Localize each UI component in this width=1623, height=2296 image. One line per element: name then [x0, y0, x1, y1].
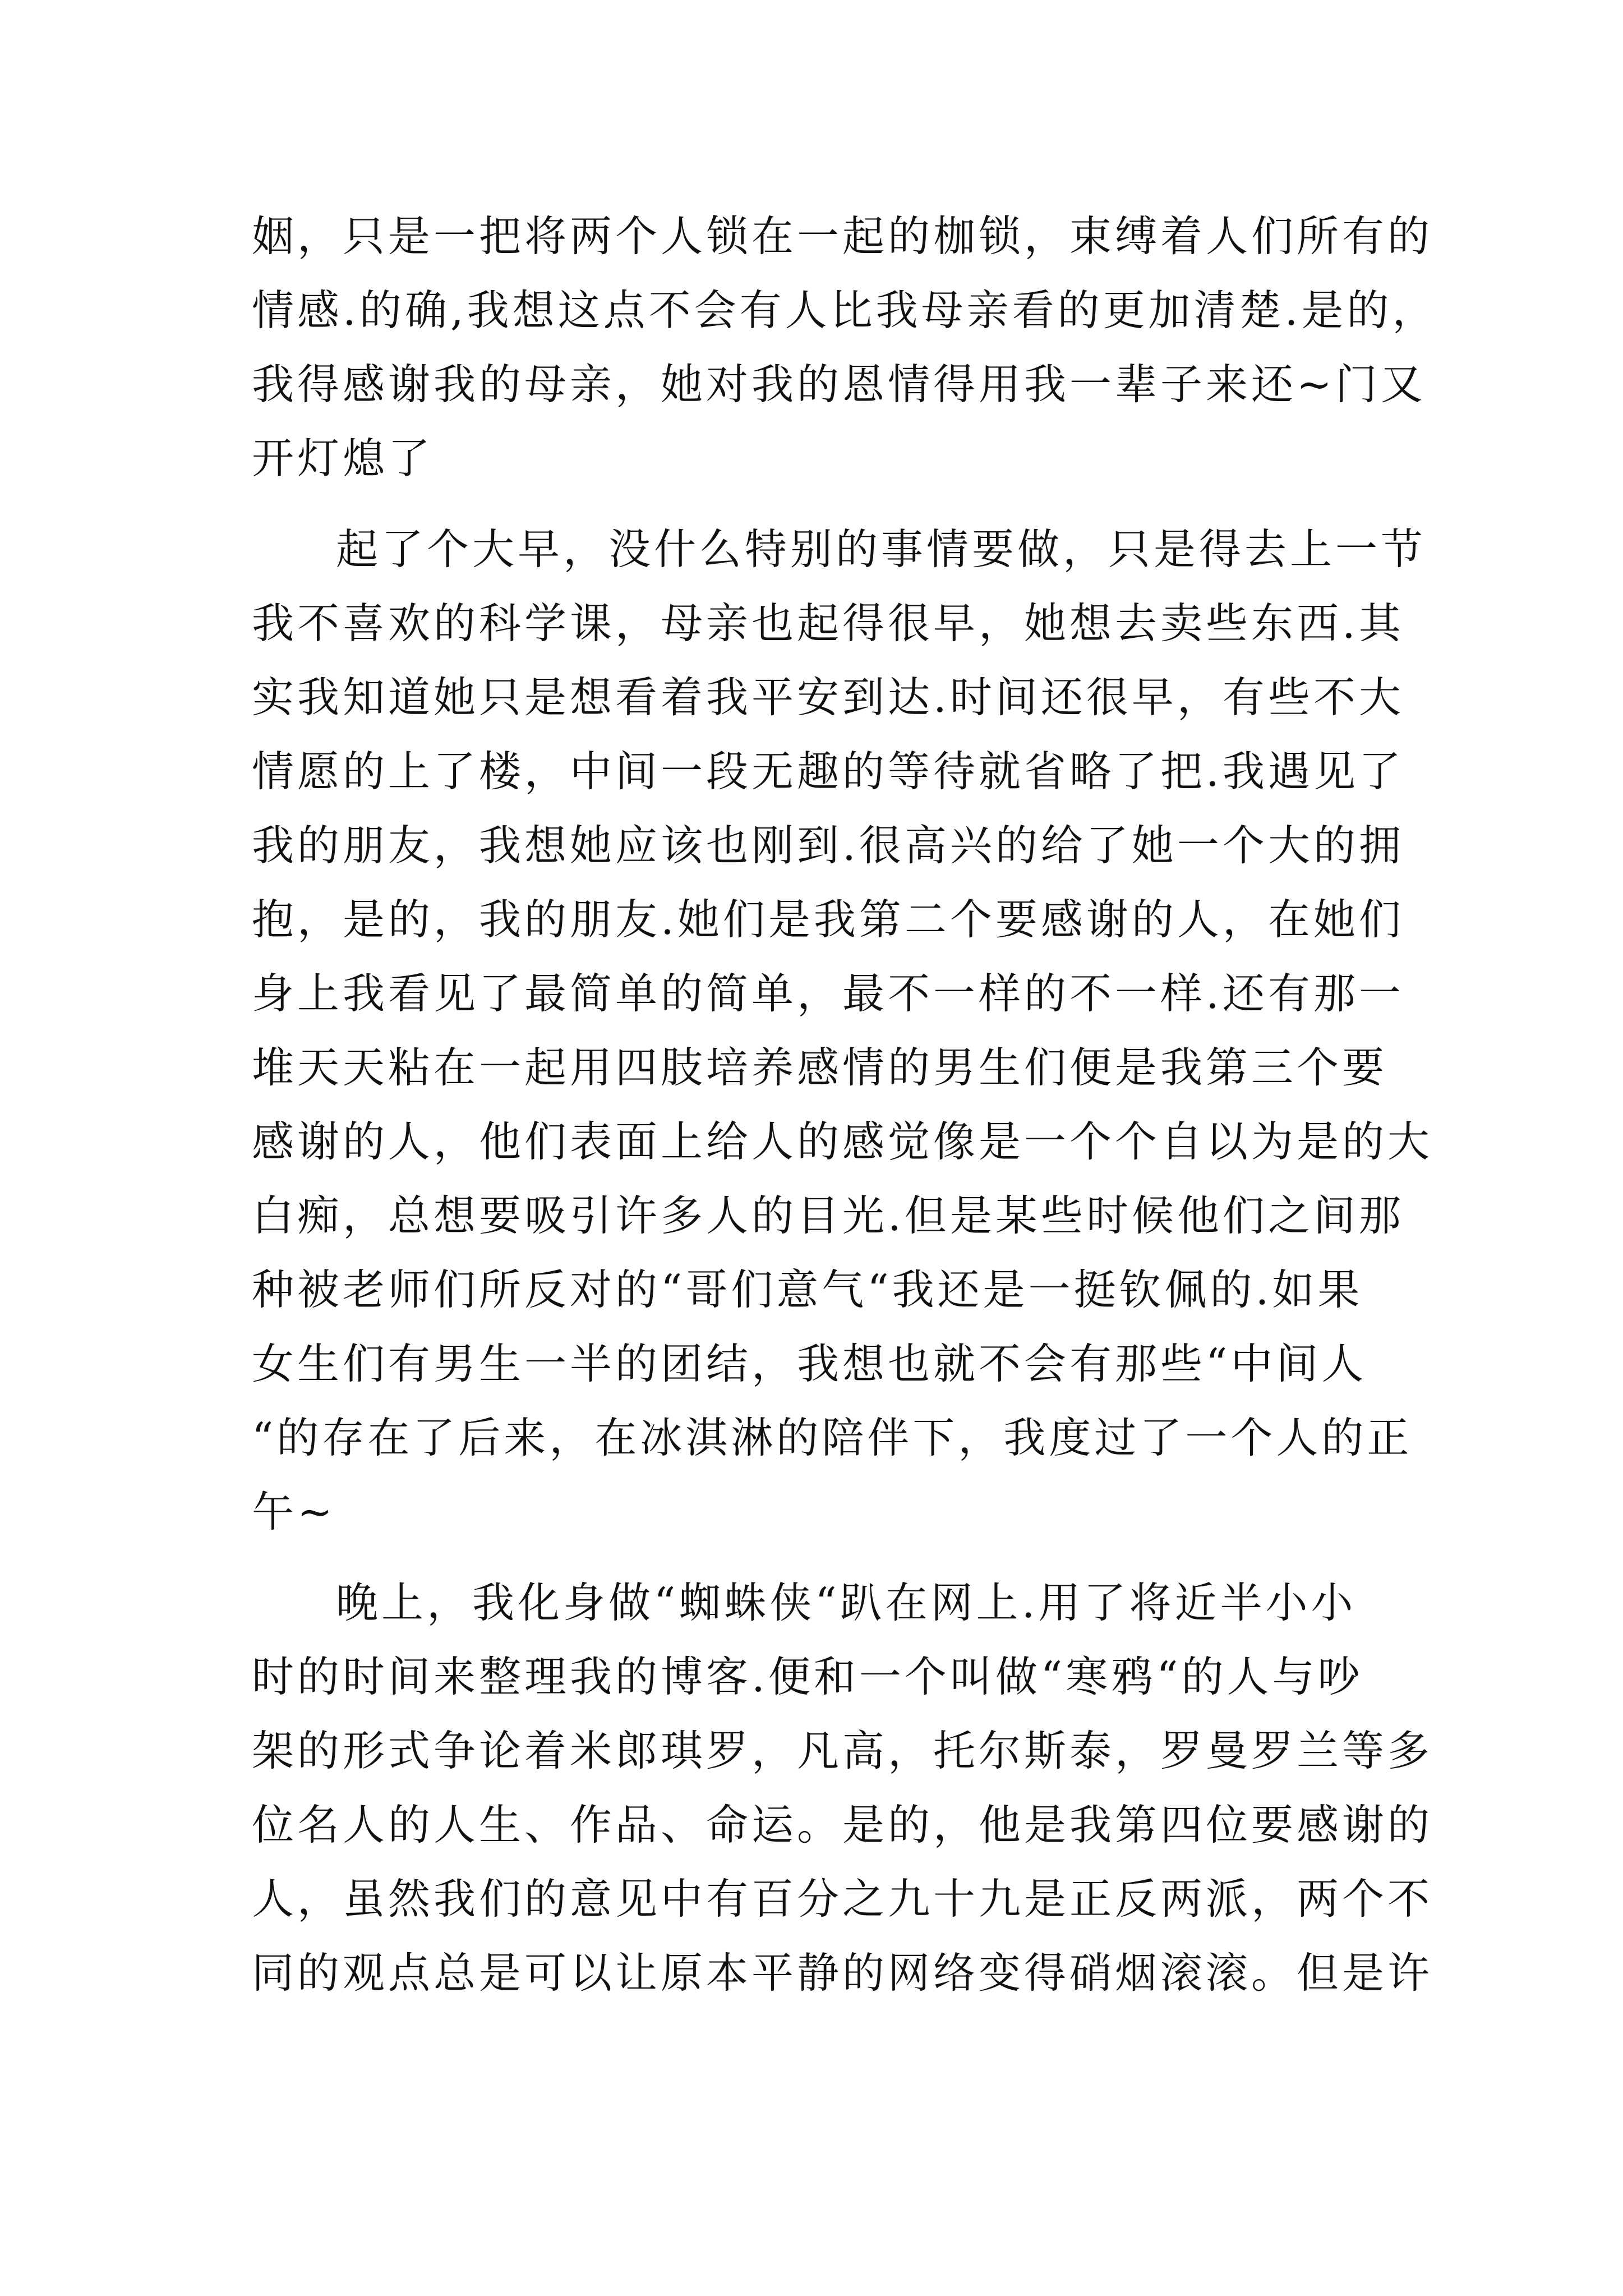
text-line: 感谢的人，他们表面上给人的感觉像是一个个自以为是的大	[252, 1117, 1433, 1166]
text-line: 我得感谢我的母亲，她对我的恩情得用我一辈子来还~门又	[252, 360, 1426, 409]
text-line: 位名人的人生、作品、命运。是的，他是我第四位要感谢的	[252, 1800, 1433, 1849]
text-line: 我的朋友，我想她应该也刚到.很高兴的给了她一个大的拥	[252, 821, 1404, 870]
text-line: 抱，是的，我的朋友.她们是我第二个要感谢的人，在她们	[252, 895, 1404, 944]
paragraph	[252, 199, 1438, 495]
paragraph	[252, 512, 1433, 1549]
text-line: 女生们有男生一半的团结，我想也就不会有那些“中间人	[252, 1339, 1367, 1388]
text-line: 堆天天粘在一起用四肢培养感情的男生们便是我第三个要	[252, 1043, 1388, 1092]
text-line: 午~	[252, 1487, 336, 1536]
text-line: 身上我看见了最简单的简单，最不一样的不一样.还有那一	[252, 969, 1404, 1018]
text-line: 起了个大早，没什么特别的事情要做，只是得去上一节	[336, 524, 1427, 574]
text-line: 晚上，我化身做“蜘蛛侠“趴在网上.用了将近半小小	[336, 1578, 1357, 1627]
text-line: 我不喜欢的科学课，母亲也起得很早，她想去卖些东西.其	[252, 599, 1404, 648]
text-line: 种被老师们所反对的“哥们意气“我还是一挺钦佩的.如果	[252, 1265, 1363, 1314]
paragraph	[252, 1566, 1433, 2010]
text-line: “的存在了后来，在冰淇淋的陪伴下，我度过了一个人的正	[252, 1413, 1413, 1462]
text-line: 开灯熄了	[252, 434, 434, 483]
text-line: 情愿的上了楼，中间一段无趣的等待就省略了把.我遇见了	[252, 747, 1404, 796]
paragraph-gap	[252, 495, 1385, 512]
text-line: 情感.的确,我想这点不会有人比我母亲看的更加清楚.是的，	[252, 286, 1438, 335]
text-line: 时的时间来整理我的博客.便和一个叫做“寒鸦“的人与吵	[252, 1652, 1363, 1701]
paragraph-gap	[252, 1549, 1385, 1566]
text-line: 架的形式争论着米郎琪罗，凡高，托尔斯泰，罗曼罗兰等多	[252, 1726, 1433, 1775]
body-text	[252, 199, 1438, 2010]
text-line: 人，虽然我们的意见中有百分之九十九是正反两派，两个不	[252, 1874, 1433, 1924]
text-line: 白痴，总想要吸引许多人的目光.但是某些时候他们之间那	[252, 1191, 1404, 1240]
text-line: 姻，只是一把将两个人锁在一起的枷锁，束缚着人们所有的	[252, 211, 1433, 261]
text-line: 同的观点总是可以让原本平静的网络变得硝烟滚滚。但是许	[252, 1948, 1433, 1998]
text-line: 实我知道她只是想看着我平安到达.时间还很早，有些不大	[252, 673, 1404, 722]
